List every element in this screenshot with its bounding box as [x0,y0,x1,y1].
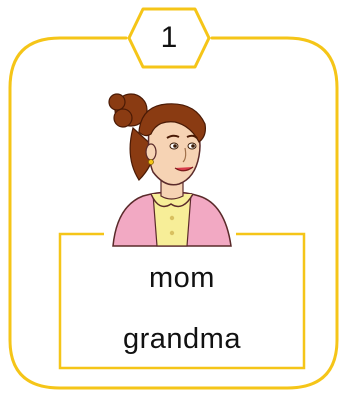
woman-illustration [95,88,245,248]
card-number: 1 [160,21,178,54]
word-mom: mom [149,262,215,294]
word-grandma: grandma [123,323,241,355]
